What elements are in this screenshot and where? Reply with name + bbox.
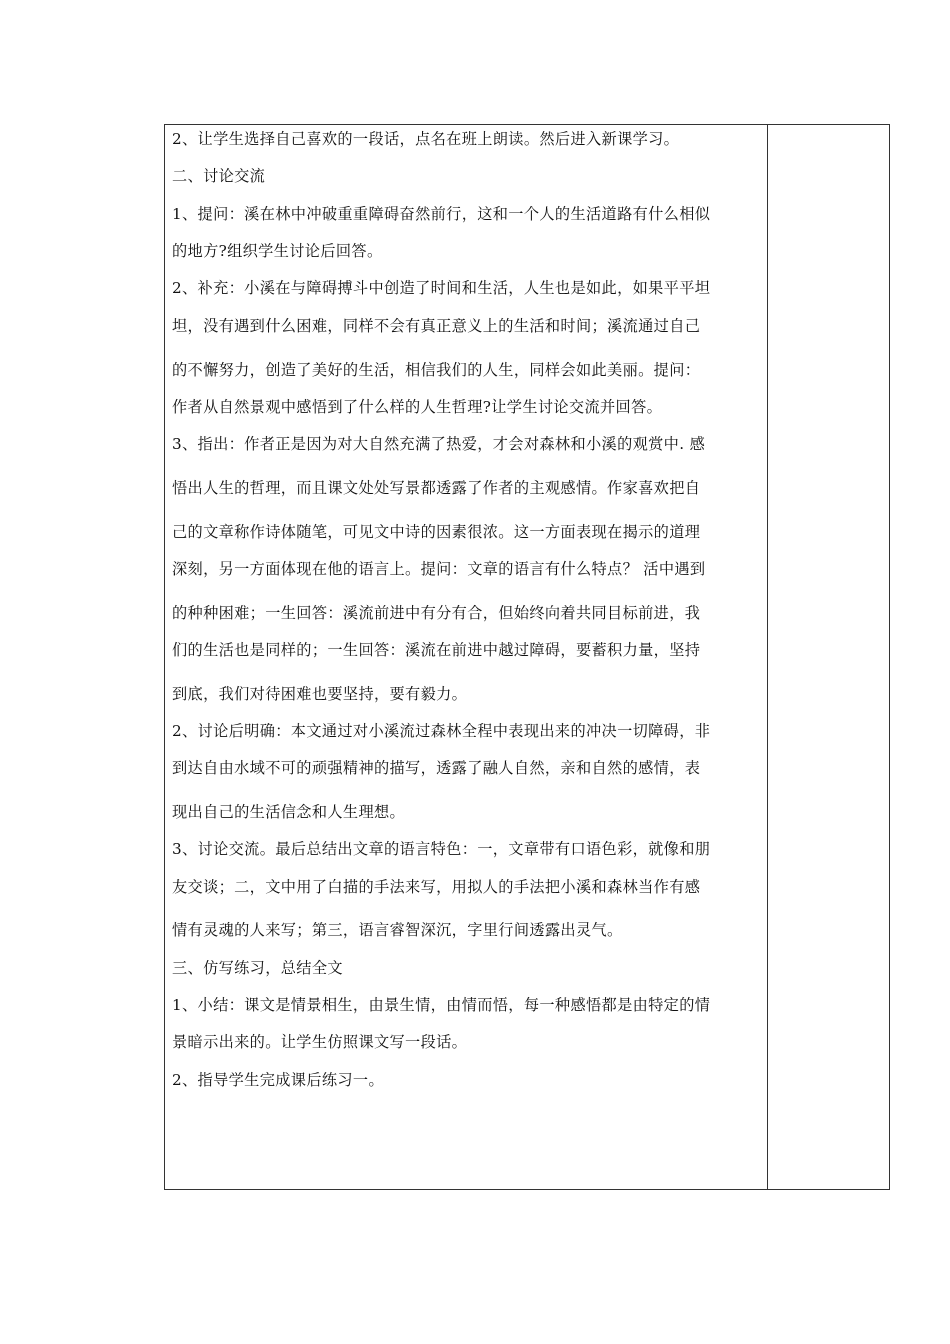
text-line: 深刻，另一方面体现在他的语言上。提问：文章的语言有什么特点？ 活中遇到 — [172, 560, 706, 578]
text-line: 作者从自然景观中感悟到了什么样的人生哲理?让学生讨论交流并回答。 — [172, 398, 663, 416]
text-line: 们的生活也是同样的；一生回答：溪流在前进中越过障碍，要蓄积力量，坚持 — [172, 641, 701, 659]
text-line: 的种种困难；一生回答：溪流前进中有分有合，但始终向着共同目标前进，我 — [172, 604, 701, 622]
text-line: 坦，没有遇到什么困难，同样不会有真正意义上的生活和时间；溪流通过自己 — [172, 317, 701, 335]
text-line: 到底，我们对待困难也要坚持，要有毅力。 — [172, 685, 468, 703]
text-line: 2、指导学生完成课后练习一。 — [172, 1071, 385, 1089]
text-line: 二、讨论交流 — [172, 167, 266, 185]
text-line: 情有灵魂的人来写；第三，语言睿智深沉，字里行间透露出灵气。 — [172, 921, 623, 939]
text-line: 3、讨论交流。最后总结出文章的语言特色：一，文章带有口语色彩，就像和朋 — [172, 840, 711, 858]
text-line: 景暗示出来的。让学生仿照课文写一段话。 — [172, 1033, 468, 1051]
text-line: 1、提问：溪在林中冲破重重障碍奋然前行，这和一个人的生活道路有什么相似 — [172, 205, 711, 223]
text-line: 2、让学生选择自己喜欢的一段话，点名在班上朗读。然后进入新课学习。 — [172, 130, 680, 148]
text-line: 2、讨论后明确：本文通过对小溪流过森林全程中表现出来的冲决一切障碍，非 — [172, 722, 711, 740]
notes-cell — [768, 125, 889, 1189]
text-line: 的地方?组织学生讨论后回答。 — [172, 242, 383, 260]
text-line: 三、仿写练习，总结全文 — [172, 959, 343, 977]
text-line: 的不懈努力，创造了美好的生活，相信我们的人生，同样会如此美丽。提问： — [172, 361, 701, 379]
text-line: 友交谈；二，文中用了白描的手法来写，用拟人的手法把小溪和森林当作有感 — [172, 878, 701, 896]
text-line: 3、指出：作者正是因为对大自然充满了热爱，才会对森林和小溪的观赏中. 感 — [172, 435, 706, 453]
text-line: 现出自己的生活信念和人生理想。 — [172, 803, 406, 821]
text-line: 到达自由水域不可的顽强精神的描写，透露了融人自然，亲和自然的感情，表 — [172, 759, 701, 777]
text-line: 悟出人生的哲理，而且课文处处写景都透露了作者的主观感情。作家喜欢把自 — [172, 479, 701, 497]
text-line: 1、小结：课文是情景相生，由景生情，由情而悟，每一种感悟都是由特定的情 — [172, 996, 711, 1014]
text-line: 己的文章称作诗体随笔，可见文中诗的因素很浓。这一方面表现在揭示的道理 — [172, 523, 701, 541]
text-line: 2、补充：小溪在与障碍搏斗中创造了时间和生活，人生也是如此，如果平平坦 — [172, 279, 711, 297]
